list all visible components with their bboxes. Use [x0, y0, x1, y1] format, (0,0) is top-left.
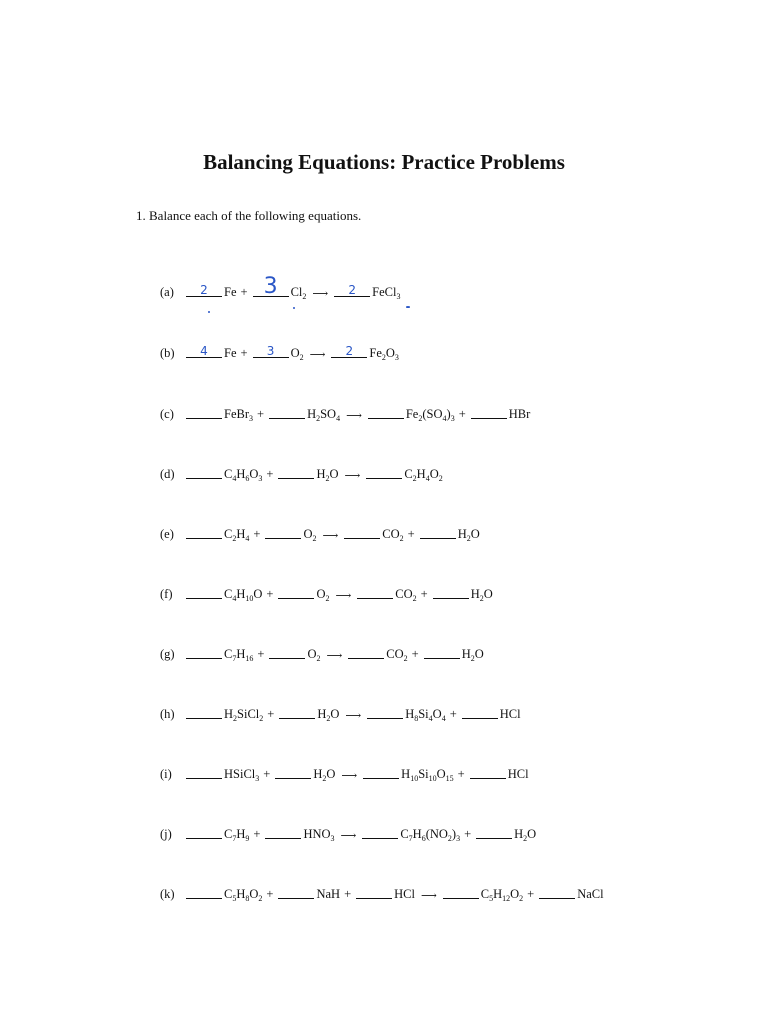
chemical-formula: FeCl$_3$ — [372, 285, 401, 301]
chemical-formula: $O_2$ — [307, 647, 321, 663]
chemical-formula: $H_2SO_4$ — [307, 407, 341, 423]
coefficient-blank[interactable] — [186, 824, 222, 839]
problem-label: (f) — [160, 587, 173, 601]
ink-dot — [293, 307, 295, 309]
chemical-formula: $C_5H_{12}O_2$ — [480, 887, 524, 903]
reaction-arrow: ⟶ — [309, 349, 326, 361]
equation-row — [160, 580, 495, 602]
equation-row — [160, 460, 445, 482]
chemical-formula: $H_2O$ — [470, 587, 493, 603]
coefficient-blank[interactable] — [186, 524, 222, 539]
equation-row — [160, 339, 401, 361]
coefficient-blank[interactable] — [470, 764, 506, 779]
coefficient-blank[interactable] — [539, 884, 575, 899]
plus-sign: + — [420, 587, 428, 601]
coefficient-blank[interactable] — [275, 764, 311, 779]
coefficient-blank[interactable] — [278, 584, 314, 599]
coefficient-blank[interactable] — [462, 704, 498, 719]
equation-term — [342, 524, 405, 542]
coefficient-blank[interactable] — [334, 282, 370, 297]
chemical-formula: Fe — [224, 346, 237, 360]
reaction-arrow: ⟶ — [326, 650, 343, 662]
equation-term — [184, 644, 255, 662]
chemical-formula: $CO_2$ — [395, 587, 417, 603]
chemical-formula: $H_2O$ — [461, 647, 484, 663]
coefficient-blank[interactable] — [476, 824, 512, 839]
problem-label: (h) — [160, 707, 175, 721]
chemical-formula: $O_2$ — [316, 587, 330, 603]
reaction-arrow: ⟶ — [341, 770, 358, 782]
chemical-formula: $H_2O$ — [313, 767, 336, 783]
coefficient-blank[interactable] — [253, 343, 289, 358]
equation-term — [468, 764, 531, 782]
coefficient-blank[interactable] — [279, 704, 315, 719]
equation-term — [263, 824, 336, 842]
equation-term — [251, 343, 306, 361]
plus-sign: + — [411, 647, 419, 661]
chemical-formula: $O_2$ — [290, 346, 304, 362]
coefficient-blank[interactable] — [348, 644, 384, 659]
plus-sign: + — [449, 707, 457, 721]
equation-term — [355, 584, 418, 602]
plus-sign: + — [257, 647, 265, 661]
handwritten-coefficient: 2 — [348, 283, 356, 297]
coefficient-blank[interactable] — [186, 282, 222, 297]
equation-term — [431, 584, 495, 602]
equation-row — [160, 274, 402, 301]
chemical-formula: NaCl — [577, 887, 604, 901]
equation-term — [184, 824, 251, 842]
equation-row — [160, 520, 482, 542]
equation-term — [184, 764, 261, 782]
plus-sign: + — [266, 467, 274, 481]
chemical-formula: $C_7H_9$ — [224, 827, 250, 843]
coefficient-blank[interactable] — [433, 584, 469, 599]
equation-term — [251, 274, 309, 301]
problem-label: (g) — [160, 647, 175, 661]
equation-term — [474, 824, 538, 842]
chemical-formula: $C_2H_4O_2$ — [404, 467, 443, 483]
equation-term — [469, 404, 533, 422]
plus-sign: + — [267, 707, 275, 721]
problem-label: (e) — [160, 527, 174, 541]
equation-term — [184, 884, 264, 902]
coefficient-blank[interactable] — [363, 764, 399, 779]
chemical-formula: $H_2O$ — [514, 827, 537, 843]
plus-sign: + — [266, 587, 274, 601]
problem-label: (d) — [160, 467, 175, 481]
equation-term — [184, 343, 239, 361]
problem-label: (j) — [160, 827, 172, 841]
coefficient-blank[interactable] — [356, 884, 392, 899]
reaction-arrow: ⟶ — [312, 288, 329, 300]
handwritten-coefficient: 2 — [345, 344, 354, 358]
page-title: Balancing Equations: Practice Problems — [203, 150, 565, 174]
equation-term — [360, 824, 462, 842]
chemical-formula: $H_2O$ — [317, 707, 340, 723]
chemical-formula: FeBr$_3$ — [224, 407, 253, 423]
coefficient-blank[interactable] — [265, 524, 301, 539]
handwritten-coefficient: 2 — [200, 283, 208, 297]
chemical-formula: HCl — [394, 887, 415, 901]
chemical-formula: $Cl_2$ — [290, 285, 307, 301]
equation-term — [267, 404, 342, 422]
coefficient-blank[interactable] — [362, 824, 398, 839]
chemical-formula: $Fe_2(SO_4)_3$ — [405, 407, 455, 423]
coefficient-blank[interactable] — [186, 404, 222, 419]
problem-label: (a) — [160, 285, 174, 299]
chemical-formula: $C_4H_{10}O$ — [224, 587, 263, 603]
instruction-text: 1. Balance each of the following equations. — [136, 208, 362, 223]
coefficient-blank[interactable] — [269, 404, 305, 419]
equation-term — [276, 584, 331, 602]
chemical-formula: $O_2$ — [303, 527, 317, 543]
equation-term — [460, 704, 523, 722]
equation-row — [160, 880, 606, 902]
equation-term — [329, 343, 401, 361]
coefficient-blank[interactable] — [424, 644, 460, 659]
equation-term — [332, 282, 402, 300]
coefficient-blank[interactable] — [278, 884, 314, 899]
chemical-formula: $H_2O$ — [457, 527, 480, 543]
plus-sign: + — [527, 887, 535, 901]
coefficient-blank[interactable] — [331, 343, 367, 358]
coefficient-blank[interactable] — [253, 274, 289, 299]
problem-label: (c) — [160, 407, 174, 421]
plus-sign: + — [458, 407, 466, 421]
coefficient-blank[interactable] — [471, 404, 507, 419]
plus-sign: + — [457, 767, 465, 781]
plus-sign: + — [257, 407, 265, 421]
chemical-formula: $HNO_3$ — [303, 827, 335, 843]
coefficient-blank[interactable] — [420, 524, 456, 539]
equation-term — [276, 464, 340, 482]
chemical-formula: $C_2H_4$ — [224, 527, 250, 543]
equation-term — [537, 884, 605, 902]
equation-term — [184, 282, 239, 300]
reaction-arrow: ⟶ — [420, 890, 437, 902]
coefficient-blank[interactable] — [186, 584, 222, 599]
equation-term — [346, 644, 409, 662]
coefficient-blank[interactable] — [344, 524, 380, 539]
plus-sign: + — [253, 527, 261, 541]
plus-sign: + — [240, 346, 248, 360]
chemical-formula: $C_5H_8O_2$ — [224, 887, 263, 903]
reaction-arrow: ⟶ — [345, 710, 362, 722]
equation-term — [441, 884, 525, 902]
handwritten-coefficient: 3 — [263, 274, 278, 299]
coefficient-blank[interactable] — [269, 644, 305, 659]
coefficient-blank[interactable] — [367, 704, 403, 719]
coefficient-blank[interactable] — [186, 764, 222, 779]
equation-term — [418, 524, 482, 542]
plus-sign: + — [266, 887, 274, 901]
equation-row — [160, 760, 531, 782]
equation-term — [184, 404, 255, 422]
equation-term — [184, 704, 265, 722]
reaction-arrow: ⟶ — [344, 470, 361, 482]
reaction-arrow: ⟶ — [340, 830, 357, 842]
coefficient-blank[interactable] — [186, 464, 222, 479]
equation-row — [160, 820, 538, 842]
equation-term — [354, 884, 417, 902]
coefficient-blank[interactable] — [443, 884, 479, 899]
equation-term — [267, 644, 322, 662]
plus-sign: + — [407, 527, 415, 541]
equation-term — [277, 704, 341, 722]
coefficient-blank[interactable] — [186, 343, 222, 358]
chemical-formula: $H_{10}Si_{10}O_{15}$ — [401, 767, 454, 783]
coefficient-blank[interactable] — [366, 464, 402, 479]
chemical-formula: $H_2SiCl_2$ — [224, 707, 264, 723]
chemical-formula: HCl — [507, 767, 529, 781]
equation-row — [160, 640, 486, 662]
ink-dot — [208, 311, 210, 313]
equation-term — [422, 644, 486, 662]
chemical-formula: $Fe_2O_3$ — [369, 346, 399, 362]
equation-row — [160, 700, 523, 722]
plus-sign: + — [344, 887, 352, 901]
chemical-formula: $CO_2$ — [382, 527, 404, 543]
equation-term — [184, 524, 251, 542]
reaction-arrow: ⟶ — [322, 530, 339, 542]
chemical-formula: $H_2O$ — [316, 467, 339, 483]
equation-term — [364, 464, 444, 482]
coefficient-blank[interactable] — [186, 884, 222, 899]
coefficient-blank[interactable] — [186, 704, 222, 719]
equation-term — [263, 524, 318, 542]
handwritten-coefficient: 3 — [266, 344, 275, 358]
plus-sign: + — [263, 767, 271, 781]
reaction-arrow: ⟶ — [335, 590, 352, 602]
plus-sign: + — [240, 285, 248, 299]
plus-sign: + — [253, 827, 261, 841]
coefficient-blank[interactable] — [357, 584, 393, 599]
problem-label: (k) — [160, 887, 175, 901]
equation-term — [361, 764, 456, 782]
equation-term — [366, 404, 457, 422]
coefficient-blank[interactable] — [278, 464, 314, 479]
coefficient-blank[interactable] — [265, 824, 301, 839]
equation-term — [184, 464, 264, 482]
problem-label: (b) — [160, 346, 175, 360]
chemical-formula: HBr — [508, 407, 531, 421]
plus-sign: + — [464, 827, 472, 841]
equation-term — [276, 884, 342, 902]
chemical-formula: $C_4H_6O_3$ — [224, 467, 263, 483]
chemical-formula: HSiCl$_3$ — [224, 767, 260, 783]
coefficient-blank[interactable] — [368, 404, 404, 419]
chemical-formula: $C_7H_{16}$ — [224, 647, 254, 663]
reaction-arrow: ⟶ — [346, 410, 362, 422]
ink-dot — [406, 306, 410, 308]
equation-term — [273, 764, 337, 782]
equation-term — [184, 584, 264, 602]
chemical-formula: $C_7H_6(NO_2)_3$ — [400, 827, 461, 843]
equation-term — [365, 704, 448, 722]
equation-row — [160, 400, 532, 422]
chemical-formula: NaH — [316, 887, 341, 901]
chemical-formula: Fe — [224, 285, 237, 299]
problem-label: (i) — [160, 767, 172, 781]
handwritten-coefficient: 4 — [200, 344, 208, 358]
chemical-formula: $H_8Si_4O_4$ — [405, 707, 446, 723]
chemical-formula: $CO_2$ — [386, 647, 408, 663]
coefficient-blank[interactable] — [186, 644, 222, 659]
chemical-formula: HCl — [499, 707, 521, 721]
